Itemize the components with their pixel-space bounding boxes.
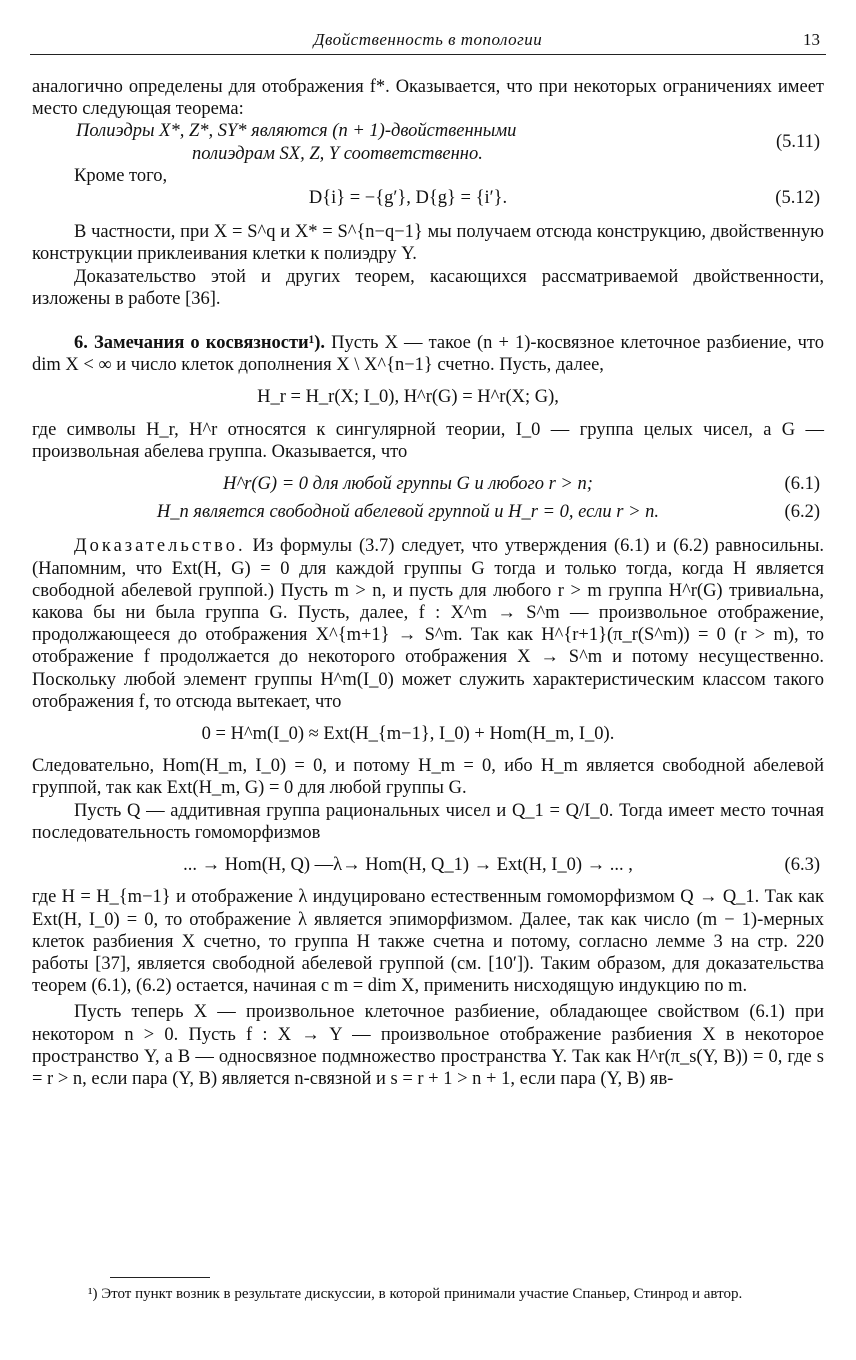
paragraph: аналогично определены для отображения f*. Оказывается, что при некоторых ограничениях имеет место следующая теорема:	[32, 77, 824, 120]
proof-paragraph	[32, 535, 824, 713]
section-heading: 6. Замечания о косвязности¹).	[74, 333, 326, 354]
page-body	[32, 76, 824, 1090]
proof-label: Доказательство.	[74, 536, 246, 557]
paragraph: Доказательство этой и других теорем, касающихся рассматриваемой двойственности, изложены в работе [36].	[32, 266, 824, 309]
equation-text: 0 = H^m(I_0) ≈ Ext(H_{m−1}, I_0) + Hom(H_m, I_0).	[201, 724, 615, 745]
equation-6-1	[32, 473, 824, 495]
paragraph: В частности, при X = S^q и X* = S^{n−q−1} мы получаем отсюда конструкцию, двойственную конструкции приклеивания клетки к полиэдру Y.	[32, 222, 824, 265]
page-number: 13	[803, 30, 820, 49]
theorem-line: Полиэдры X*, Z*, SY* являются (n + 1)-двойственными	[76, 121, 517, 142]
equation-number: (6.2)	[784, 502, 820, 523]
page-header	[30, 28, 826, 55]
paragraph: где символы H_r, H^r относятся к сингулярной теории, I_0 — группа целых чисел, а G — произвольная абелева группа. Оказывается, что	[32, 419, 824, 462]
theorem-line: полиэдрам SX, Z, Y соответственно.	[192, 143, 483, 164]
footnote-rule	[110, 1277, 210, 1278]
equation-text: H_r = H_r(X; I_0), H^r(G) = H^r(X; G),	[257, 387, 559, 408]
equation-number: (5.11)	[775, 132, 820, 153]
equation-definitions	[32, 386, 824, 408]
running-title: Двойственность в топологии	[313, 30, 543, 49]
equation-number: (5.12)	[775, 188, 820, 209]
equation-6-2	[32, 501, 824, 523]
paragraph: Пусть теперь X — произвольное клеточное разбиение, обладающее свойством (6.1) при некотором n > 0. Пусть f : X → Y — произвольное отображение разбиения X в некоторое пространство Y, а B — односвязное подмножество пространства Y. Так как H^r(π_s(Y, B)) = 0, где s = r > n, если пара (Y, B) является n-связной и s = r + 1 > n + 1, если пара (Y, B) яв-	[32, 1002, 824, 1089]
section-6-paragraph	[32, 332, 824, 376]
paragraph: Пусть Q — аддитивная группа рациональных чисел и Q_1 = Q/I_0. Тогда имеет место точная последовательность гомоморфизмов	[32, 800, 824, 843]
equation-text: H^r(G) = 0 для любой группы G и любого r > n;	[223, 474, 593, 495]
theorem-5-11	[32, 120, 824, 164]
equation-6-3	[32, 854, 824, 876]
paragraph: Следовательно, Hom(H_m, I_0) = 0, и потому H_m = 0, ибо H_m является свободной абелевой группой, так как Ext(H_m, G) = 0 для любой группы G.	[32, 756, 824, 799]
paragraph-text: Из формулы (3.7) следует, что утверждения (6.1) и (6.2) равносильны. (Напомним, что Ext(H, G) = 0 для каждой группы G тогда и только тогда, когда H является свободной абелевой группой.) Пусть m > n, и пусть для любого r > m группа H^r(G) тривиальна, какова бы ни была группа G. Пусть, далее, f : X^m → S^m — произвольное отображение, продолжающееся до отображения X^{m+1} → S^m. Так как H^{r+1}(π_r(S^m)) = 0 (r > m), то отображение f продолжается до некоторого отображения X → S^m и потому несущественно. Поскольку любой элемент группы H^m(I_0) может служить характеристическим классом такого отображения f, то отсюда вытекает, что	[32, 536, 824, 712]
equation-text: D{i} = −{g′}, D{g} = {i′}.	[308, 188, 508, 209]
equation-hm	[32, 723, 824, 745]
equation-text: H_n является свободной абелевой группой и H_r = 0, если r > n.	[156, 502, 660, 523]
paragraph: Кроме того,	[74, 165, 168, 186]
equation-text: ... → Hom(H, Q) —λ→ Hom(H, Q_1) → Ext(H, I_0) → ... ,	[183, 855, 633, 876]
equation-5-12	[32, 187, 824, 209]
paragraph: где H = H_{m−1} и отображение λ индуцировано естественным гомоморфизмом Q → Q_1. Так как Ext(H, I_0) = 0, то отображение λ является эпиморфизмом. Далее, так как число (m − 1)-мерных клеток разбиения X счетно, то группа H также счетна и потому, согласно лемме 3 на стр. 220 работы [37], является свободной абелевой группой (см. [10′]). Таким образом, для доказательства теорем (6.1), (6.2) остается, начиная с m = dim X, применить нисходящую индукцию по m.	[32, 887, 824, 997]
footnote: ¹) Этот пункт возник в результате дискуссии, в которой принимали участие Спаньер, Стинрод и автор.	[88, 1286, 743, 1302]
equation-number: (6.3)	[784, 855, 820, 876]
equation-number: (6.1)	[784, 474, 820, 495]
paragraph-text: Пусть X — такое (n + 1)-косвязное клеточное разбиение, что dim X < ∞ и число клеток дополнения X \ X^{n−1} счетно. Пусть, далее,	[32, 333, 824, 376]
